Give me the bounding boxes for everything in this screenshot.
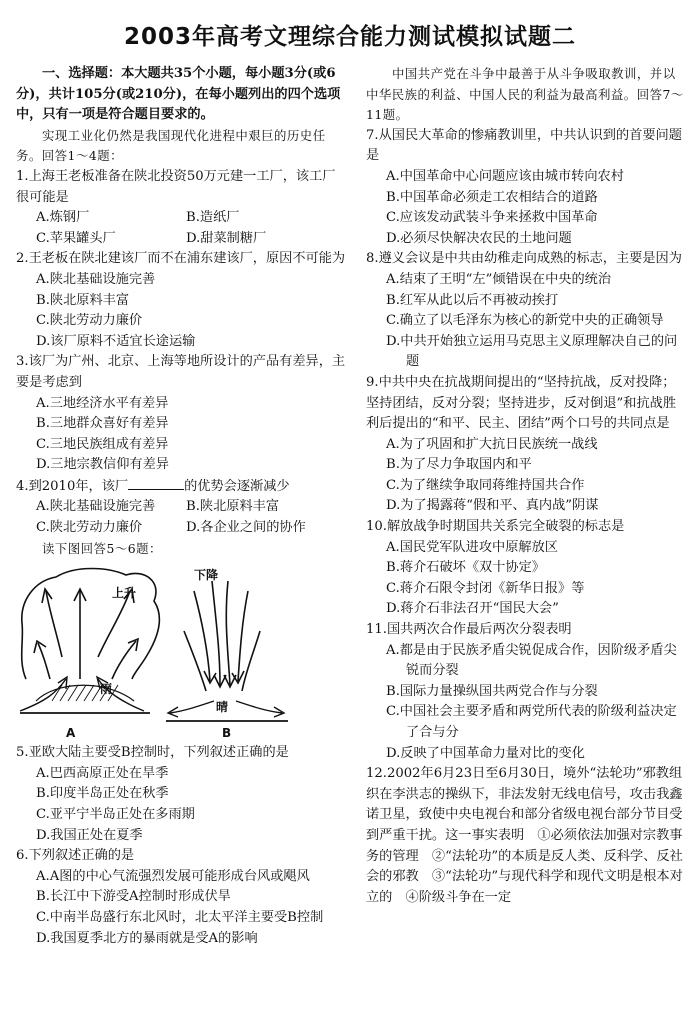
pressure-system-diagram [16, 561, 346, 739]
left-column [16, 64, 346, 949]
question-8-option-a: A.结束了王明“左”倾错误在中央的统治 [386, 271, 612, 287]
label-down: 下降 [194, 568, 219, 583]
label-up: 上升 [112, 586, 137, 601]
question-9-option-b: B.为了尽力争取国内和平 [386, 457, 532, 473]
question-12-stem: 12.2002年6月23日至6月30日，境外“法轮功”邪教组织在李洪志的操纵下，非法发射无线电信号，攻击我鑫诺卫星，致使中央电视台和部分省级电视台部分节目受到严重干扰。这一事实表明 ①必须依法加强对宗教事务的管理 ②“法轮功”的本质是反人类、反科学、反社会的邪教 ③“法轮功”与现代科学和现代文明是根本对立的 ④阶级斗争在一定 [366, 766, 683, 905]
question-5-option-c: C.亚平宁半岛正处在多雨期 [36, 807, 195, 823]
question-11-stem: 11.国共两次合作最后两次分裂表明 [366, 622, 572, 638]
right-column [366, 64, 688, 908]
question-8-option-d: D.中共开始独立运用马克思主义原理解决自己的问题 [386, 333, 678, 370]
answer-blank [128, 476, 184, 490]
label-rain: 雨 [100, 682, 113, 697]
question-1-stem: 1.上海王老板准备在陕北投资50万元建一工厂，该工厂很可能是 [16, 168, 336, 205]
question-6-option-d: D.我国夏季北方的暴雨就是受A的影响 [36, 930, 258, 946]
question-4-option-b: B.陕北原料丰富 [186, 499, 280, 515]
question-2-option-c: C.陕北劳动力廉价 [36, 313, 143, 329]
question-4-options-row-1 [16, 497, 346, 518]
question-1-option-a: A.炼钢厂 [36, 210, 90, 226]
question-10-option-d: D.蒋介石非法召开“国民大会” [386, 601, 559, 617]
surface-inflow [20, 677, 144, 711]
section-header: 一、选择题：本大题共35个小题，每小题3分(或6分)，共计105分(或210分)，在每小题列出的四个选项中，只有一项是符合题目要求的。 [16, 66, 341, 123]
question-4-stem-after: 的优势会逐渐减少 [184, 478, 290, 494]
question-5-stem: 5.亚欧大陆主要受B控制时，下列叙述正确的是 [16, 745, 289, 761]
question-6-option-a: A.A图的中心气流强烈发展可能形成台风或飓风 [36, 868, 310, 884]
caption-b: B [222, 726, 232, 741]
question-1-options-row-2 [16, 229, 346, 250]
question-10-option-b: B.蒋介石破坏《双十协定》 [386, 560, 545, 576]
question-1-option-c: C.苹果罐头厂 [36, 230, 116, 246]
question-10-option-a: A.国民党军队进攻中原解放区 [386, 539, 558, 555]
question-4-stem [16, 476, 346, 498]
sinking-arrows [184, 581, 260, 691]
question-9-stem: 9.中共中央在抗战期间提出的“坚持抗战，反对投降；坚持团结，反对分裂；坚持进步，反对倒退”和抗战胜利后提出的“和平、民主、团结”两个口号的共同点是 [366, 374, 677, 432]
question-7-option-b: B.中国革命必须走工农相结合的道路 [386, 189, 598, 205]
question-6-option-c: C.中南半岛盛行东北风时，北太平洋主要受B控制 [36, 910, 324, 925]
question-8-option-c: C.确立了以毛泽东为核心的新党中央的正确领导 [386, 313, 664, 329]
question-7-stem: 7.从国民大革命的惨痛教训里，中共认识到的首要问题是 [366, 127, 682, 164]
question-1-option-b: B.造纸厂 [186, 210, 240, 226]
question-4-option-a: A.陕北基础设施完善 [36, 499, 156, 515]
question-6-stem: 6.下列叙述正确的是 [16, 848, 135, 864]
question-11-option-d: D.反映了中国革命力量对比的变化 [386, 745, 585, 761]
question-3-option-a: A.三地经济水平有差异 [36, 395, 169, 411]
question-2-option-b: B.陕北原料丰富 [36, 292, 130, 308]
intro-q7-11: 中国共产党在斗争中最善于从斗争吸取教训，并以中华民族的利益、中国人民的利益为最高利益。回答7～11题。 [366, 66, 684, 123]
question-5-option-a: A.巴西高原正处在旱季 [36, 765, 169, 781]
question-11-option-a: A.都是由于民族矛盾尖锐促成合作，因阶级矛盾尖锐而分裂 [386, 642, 677, 679]
pressure-system-figure [16, 561, 316, 739]
question-11-option-c: C.中国社会主要矛盾和两党所代表的阶级利益决定了合与分 [386, 704, 677, 740]
question-11-option-b: B.国际力量操纵国共两党合作与分裂 [386, 683, 598, 699]
question-2-option-d: D.该厂原料不适宜长途运输 [36, 333, 196, 349]
question-4-stem-before: 4.到2010年，该厂 [16, 478, 129, 494]
question-8-stem: 8.遵义会议是中共由幼稚走向成熟的标志，主要是因为 [366, 251, 682, 267]
cloud-outline [22, 569, 160, 680]
question-10-stem: 10.解放战争时期国共关系完全破裂的标志是 [366, 519, 625, 535]
question-5-option-b: B.印度半岛正处在秋季 [36, 786, 169, 802]
question-3-option-b: B.三地群众喜好有差异 [36, 416, 169, 432]
question-4-option-d: D.各企业之间的协作 [186, 520, 306, 536]
question-7-option-d: D.必须尽快解决农民的土地问题 [386, 230, 572, 246]
question-1-options-row-1 [16, 208, 346, 229]
question-4-options-row-2 [16, 518, 346, 539]
question-5-option-d: D.我国正处在夏季 [36, 827, 143, 843]
label-clear: 晴 [216, 700, 229, 715]
question-9-option-c: C.为了继续争取同蒋维持国共合作 [386, 477, 585, 493]
question-3-option-d: D.三地宗教信仰有差异 [36, 457, 169, 473]
question-9-option-a: A.为了巩固和扩大抗日民族统一战线 [386, 436, 598, 452]
question-3-option-c: C.三地民族组成有差异 [36, 436, 169, 452]
question-9-option-d: D.为了揭露蒋“假和平、真内战”阴谋 [386, 498, 599, 514]
page-title: 2003年高考文理综合能力测试模拟试题二 [123, 24, 576, 50]
question-6-option-b: B.长江中下游受A控制时形成伏旱 [36, 889, 231, 905]
question-2-option-a: A.陕北基础设施完善 [36, 271, 156, 287]
question-2-stem: 2.王老板在陕北建该厂而不在浦东建该厂，原因不可能为 [16, 251, 346, 267]
question-4-option-c: C.陕北劳动力廉价 [36, 520, 143, 536]
intro-q1-4: 实现工业化仍然是我国现代化进程中艰巨的历史任务。回答1～4题： [16, 127, 326, 164]
question-10-option-c: C.蒋介石限令封闭《新华日报》等 [386, 580, 585, 596]
question-1-option-d: D.甜菜制糖厂 [186, 230, 267, 246]
question-7-option-c: C.应该发动武装斗争来拯救中国革命 [386, 210, 598, 226]
intro-q5-6: 读下图回答5～6题： [42, 540, 162, 556]
question-7-option-a: A.中国革命中心问题应该由城市转向农村 [386, 168, 624, 184]
caption-a: A [66, 726, 76, 741]
question-3-stem: 3.该厂为广州、北京、上海等地所设计的产品有差异，主要是考虑到 [16, 354, 346, 390]
question-8-option-b: B.红军从此以后不再被动挨打 [386, 292, 559, 308]
